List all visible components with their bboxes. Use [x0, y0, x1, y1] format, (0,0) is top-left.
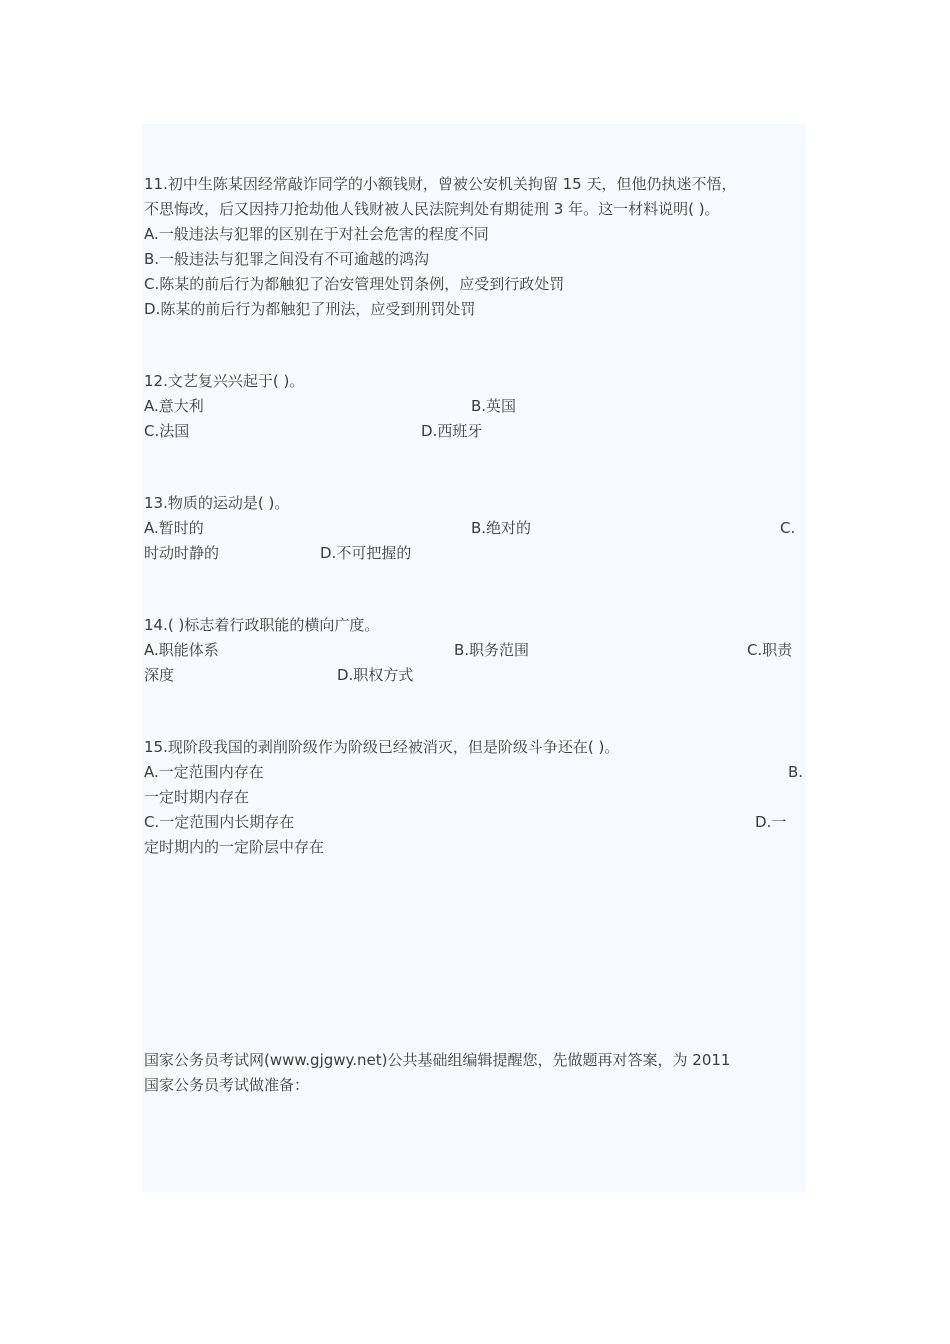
- q15-option-d-head: D.一: [755, 813, 787, 831]
- q15-option-a: A.一定范围内存在: [144, 763, 264, 781]
- q14-option-b: B.职务范围: [454, 641, 530, 659]
- q12-stem: 12.文艺复兴兴起于( )。: [144, 372, 305, 390]
- q11-option-a: A.一般违法与犯罪的区别在于对社会危害的程度不同: [144, 225, 489, 243]
- footer-notice-line-2: 国家公务员考试做准备：: [144, 1076, 310, 1094]
- q11-option-c: C.陈某的前后行为都触犯了治安管理处罚条例，应受到行政处罚: [144, 275, 565, 293]
- q14-option-d: D.职权方式: [337, 666, 414, 684]
- q14-option-c-tail: 深度: [144, 666, 175, 684]
- footer-notice-line-1: 国家公务员考试网(www.gjgwy.net)公共基础组编辑提醒您，先做题再对答案，为 2011: [144, 1051, 731, 1069]
- q11-option-d: D.陈某的前后行为都触犯了刑法，应受到刑罚处罚: [144, 300, 476, 318]
- q11-option-b: B.一般违法与犯罪之间没有不可逾越的鸿沟: [144, 250, 430, 268]
- q13-option-c-head: C.: [780, 519, 796, 537]
- q13-option-c-tail: 时动时静的: [144, 544, 220, 562]
- q12-option-b: B.英国: [471, 397, 517, 415]
- q13-option-d: D.不可把握的: [320, 544, 412, 562]
- q12-option-a: A.意大利: [144, 397, 204, 415]
- q15-stem: 15.现阶段我国的剥削阶级作为阶级已经被消灭，但是阶级斗争还在( )。: [144, 738, 620, 756]
- q15-option-c: C.一定范围内长期存在: [144, 813, 295, 831]
- q14-option-c-head: C.职责: [747, 641, 793, 659]
- q14-option-a: A.职能体系: [144, 641, 219, 659]
- q11-stem-line-1: 11.初中生陈某因经常敲诈同学的小额钱财，曾被公安机关拘留 15 天，但他仍执迷不悟，: [144, 175, 737, 193]
- q15-option-b-tail: 一定时期内存在: [144, 788, 250, 806]
- q13-option-a: A.暂时的: [144, 519, 204, 537]
- q12-option-c: C.法国: [144, 422, 190, 440]
- q13-option-b: B.绝对的: [471, 519, 532, 537]
- q14-stem: 14.( )标志着行政职能的横向广度。: [144, 616, 380, 634]
- q12-option-d: D.西班牙: [421, 422, 483, 440]
- q15-option-d-tail: 定时期内的一定阶层中存在: [144, 838, 325, 856]
- q13-stem: 13.物质的运动是( )。: [144, 494, 290, 512]
- q11-stem-line-2: 不思悔改，后又因持刀抢劫他人钱财被人民法院判处有期徒刑 3 年。这一材料说明( )。: [144, 200, 720, 218]
- q15-option-b-head: B.: [788, 763, 804, 781]
